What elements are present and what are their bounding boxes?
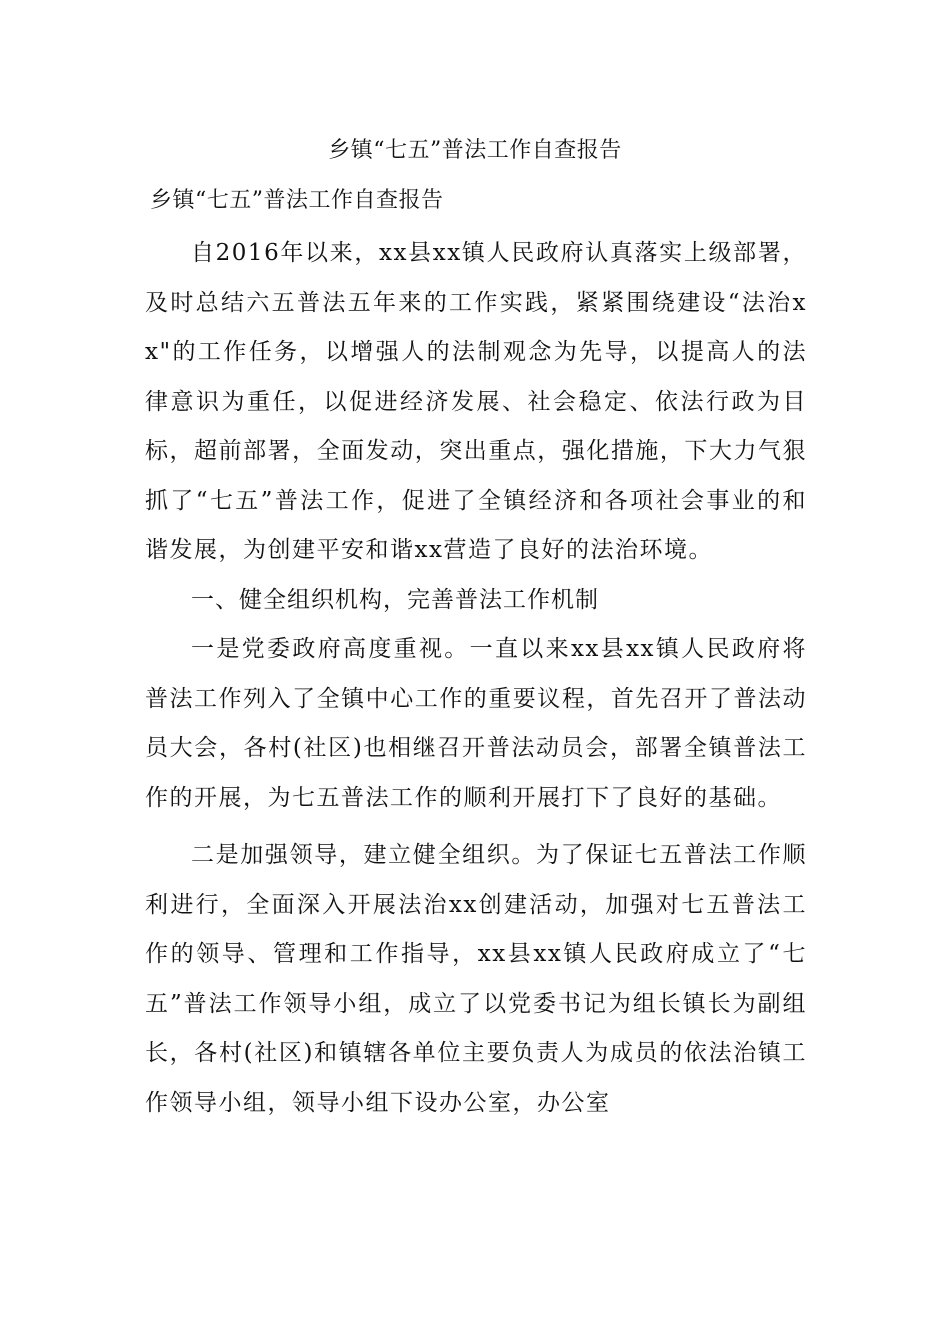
document-title: 乡镇“七五”普法工作自查报告 — [328, 138, 622, 163]
paragraph-point-2: 二是加强领导，建立健全组织。为了保证七五普法工作顺利进行，全面深入开展法治xx创建活动，加强对七五普法工作的领导、管理和工作指导，xx县xx镇人民政府成立了“七五”普法工作领导小组，成立了以党委书记为组长镇长为副组长，各村(社区)和镇辖各单位主要负责人为成员的依法治镇工作领导小组，领导小组下设办公室，办公室 — [145, 842, 807, 1116]
document-subtitle: 乡镇“七五”普法工作自查报告 — [150, 188, 444, 213]
paragraph-point-1: 一是党委政府高度重视。一直以来xx县xx镇人民政府将普法工作列入了全镇中心工作的重要议程，首先召开了普法动员大会，各村(社区)也相继召开普法动员会，部署全镇普法工作的开展，为七五普法工作的顺利开展打下了良好的基础。 — [145, 636, 807, 811]
paragraph-intro: 自2016年以来，xx县xx镇人民政府认真落实上级部署，及时总结六五普法五年来的工作实践，紧紧围绕建设“法治xx"的工作任务，以增强人的法制观念为先导，以提高人的法律意识为重任，以促进经济发展、社会稳定、依法行政为目标，超前部署，全面发动，突出重点，强化措施，下大力气狠抓了“七五”普法工作，促进了全镇经济和各项社会事业的和谐发展，为创建平安和谐xx营造了良好的法治环境。 — [145, 240, 807, 563]
section-heading-1: 一、健全组织机构，完善普法工作机制 — [191, 586, 599, 613]
document-body — [145, 229, 807, 1128]
